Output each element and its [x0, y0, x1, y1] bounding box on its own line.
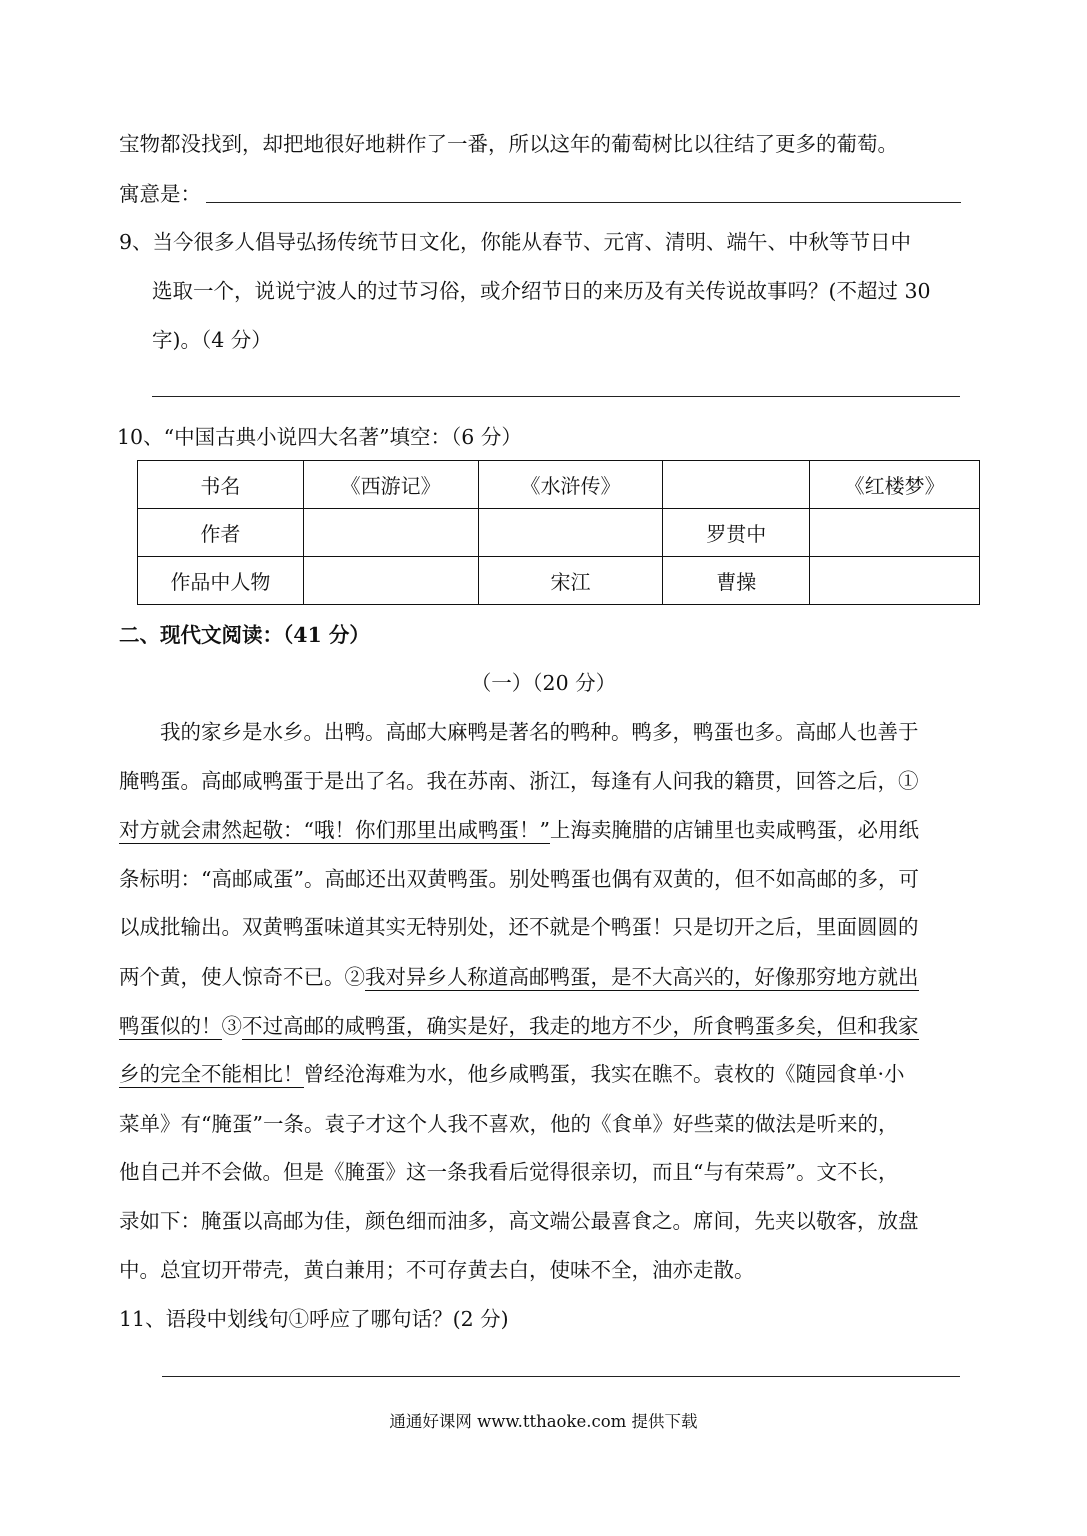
novels-table — [137, 460, 980, 605]
passage-line — [119, 816, 919, 844]
passage-text: 上海卖腌腊的店铺里也卖咸鸭蛋，必用纸 — [549, 818, 919, 842]
passage-line: 录如下：腌蛋以高邮为佳，颜色细而油多，高文端公最喜食之。席间，先夹以敬客，放盘 — [119, 1209, 919, 1233]
underlined-sentence-3: 不过高邮的咸鸭蛋，确实是好，我走的地方不少，所食鸭蛋多矣，但和我家 — [242, 1014, 919, 1038]
underlined-sentence-3: 乡的完全不能相比！ — [119, 1062, 304, 1086]
table-cell: 作者 — [138, 509, 304, 557]
table-cell: 书名 — [138, 461, 304, 509]
table-row — [138, 461, 980, 509]
table-row — [138, 509, 980, 557]
q9-line-1: 9、当今很多人倡导弘扬传统节日文化，你能从春节、元宵、清明、端午、中秋等节日中 — [119, 230, 912, 254]
answer-line[interactable] — [206, 202, 961, 203]
table-cell: 曹操 — [663, 557, 810, 605]
passage-line — [119, 963, 919, 991]
q11-question: 11、语段中划线句①呼应了哪句话？(2 分) — [119, 1307, 509, 1331]
underlined-sentence-1: 对方就会肃然起敬：“哦！你们那里出咸鸭蛋！” — [119, 818, 550, 842]
passage-text: 曾经沧海难为水，他乡咸鸭蛋，我实在瞧不。袁枚的《随园食单·小 — [303, 1062, 905, 1086]
passage-line — [119, 1060, 905, 1088]
passage-line: 腌鸭蛋。高邮咸鸭蛋于是出了名。我在苏南、浙江，每逢有人问我的籍贯，回答之后，① — [119, 769, 919, 793]
table-cell: 宋江 — [478, 557, 663, 605]
passage-line: 以成批输出。双黄鸭蛋味道其实无特别处，还不就是个鸭蛋！只是切开之后，里面圆圆的 — [119, 915, 919, 939]
table-cell-blank[interactable] — [478, 509, 663, 557]
passage-line: 菜单》有“腌蛋”一条。袁子才这个人我不喜欢，他的《食单》好些菜的做法是听来的， — [119, 1112, 899, 1136]
passage-text: ③ — [221, 1014, 242, 1038]
passage-line: 中。总宜切开带壳，黄白兼用；不可存黄去白，使味不全，油亦走散。 — [119, 1258, 755, 1282]
q9-line-2: 选取一个，说说宁波人的过节习俗，或介绍节日的来历及有关传说故事吗？(不超过 30 — [152, 279, 931, 303]
q9-line-3: 字)。（4 分） — [152, 328, 272, 352]
passage-line: 条标明：“高邮咸蛋”。高邮还出双黄鸭蛋。别处鸭蛋也偶有双黄的，但不如高邮的多，可 — [119, 867, 919, 891]
table-cell: 《西游记》 — [303, 461, 478, 509]
underlined-sentence-2: 我对异乡人称道高邮鸭蛋，是不大高兴的，好像那穷地方就出 — [365, 965, 919, 989]
answer-line[interactable] — [162, 1376, 960, 1377]
table-cell: 《红楼梦》 — [810, 461, 980, 509]
passage-line — [119, 1012, 919, 1040]
passage-line: 他自己并不会做。但是《腌蛋》这一条我看后觉得很亲切，而且“与有荣焉”。文不长， — [119, 1160, 899, 1184]
table-cell-blank[interactable] — [303, 509, 478, 557]
q8-tail-line: 宝物都没找到，却把地很好地耕作了一番，所以这年的葡萄树比以往结了更多的葡萄。 — [119, 132, 898, 156]
table-row — [138, 557, 980, 605]
q10-title: 10、“中国古典小说四大名著”填空：（6 分） — [117, 425, 522, 449]
underlined-sentence-2: 鸭蛋似的！ — [119, 1014, 222, 1038]
table-cell: 罗贯中 — [663, 509, 810, 557]
answer-line[interactable] — [152, 396, 960, 397]
table-cell-blank[interactable] — [663, 461, 810, 509]
table-cell-blank[interactable] — [810, 557, 980, 605]
part-heading: （一）（20 分） — [470, 671, 617, 695]
footer-text: 通通好课网 www.tthaoke.com 提供下载 — [389, 1412, 698, 1431]
meaning-label: 寓意是： — [119, 182, 201, 206]
table-cell-blank[interactable] — [303, 557, 478, 605]
table-cell: 《水浒传》 — [478, 461, 663, 509]
section-heading: 二、现代文阅读：（41 分） — [119, 623, 370, 647]
passage-text: 两个黄，使人惊奇不已。② — [119, 965, 365, 989]
passage-line: 我的家乡是水乡。出鸭。高邮大麻鸭是著名的鸭种。鸭多，鸭蛋也多。高邮人也善于 — [160, 720, 919, 744]
table-cell: 作品中人物 — [138, 557, 304, 605]
table-cell-blank[interactable] — [810, 509, 980, 557]
